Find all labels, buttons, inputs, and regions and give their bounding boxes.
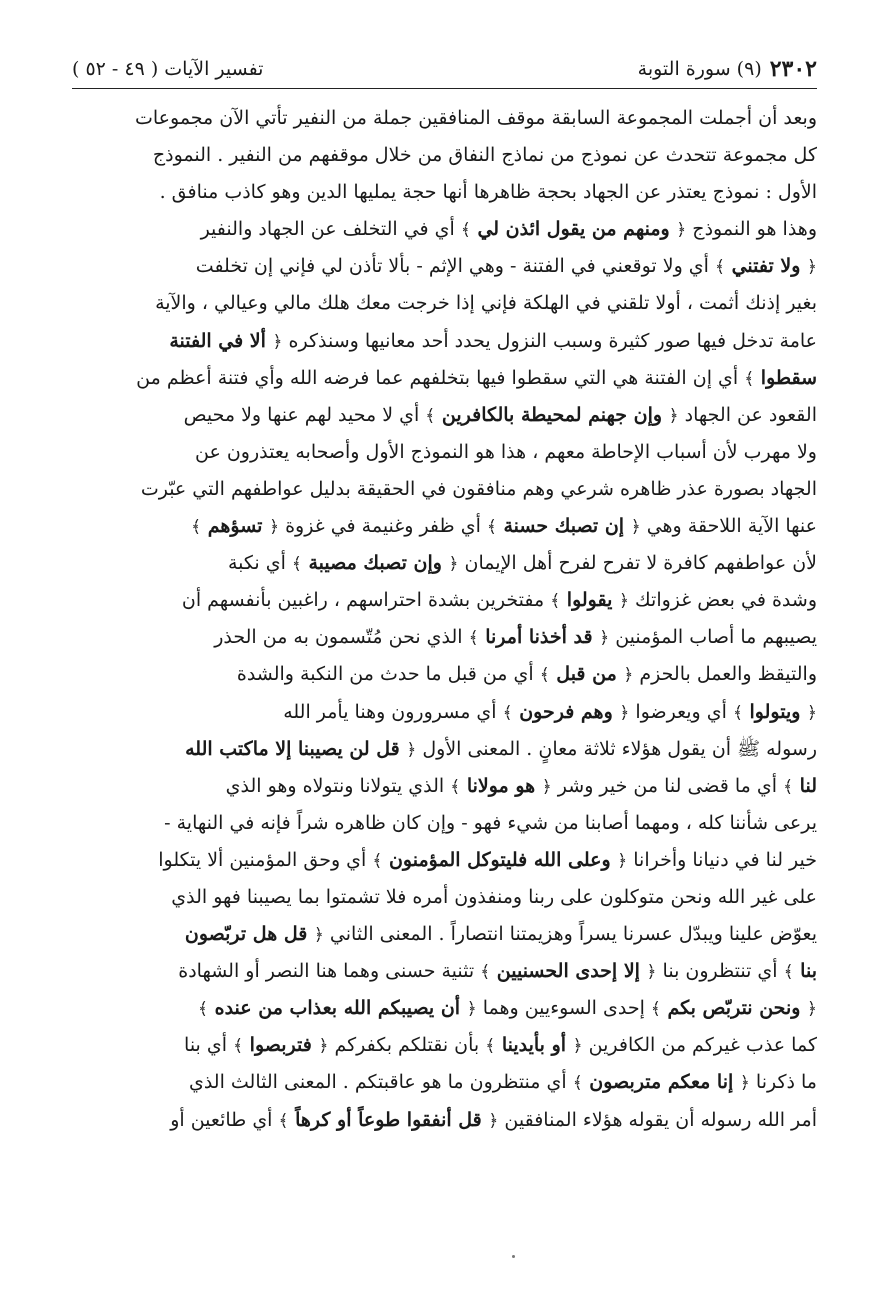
body-text (72, 100, 817, 1260)
commentary-text: مفتخرين بشدة احتراسهم ، راغبين بأنفسهم أن (181, 589, 551, 612)
commentary-text: ولا مهرب لأن أسباب الإحاطة معهم ، هذا هو النموذج الأول وأصحابه يعتذرون عن (195, 440, 817, 463)
ornate-bracket: ﴿ (807, 702, 817, 723)
surah-title: (٩) سورة التوبة (637, 58, 762, 80)
commentary-text: بأن نقتلكم بكفركم (328, 1034, 486, 1057)
ornate-bracket: ﴾ (198, 999, 208, 1020)
commentary-text: القعود عن الجهاد (678, 403, 817, 426)
commentary-text: ما ذكرنا (749, 1071, 817, 1094)
ornate-bracket: ﴿ (541, 776, 552, 797)
quran-quote: تسؤهم (201, 515, 270, 538)
ornate-bracket: ﴾ (486, 517, 497, 538)
text-line (72, 879, 817, 916)
text-line (72, 582, 817, 619)
quran-quote: ومنهم من يقول ائذن لي (470, 218, 677, 241)
header-rule (72, 88, 817, 89)
ornate-bracket: ﴿ (466, 999, 477, 1020)
ornate-bracket: ﴾ (485, 1036, 496, 1057)
quran-quote: وهم فرحون (512, 700, 620, 723)
quran-quote: فتربصوا (243, 1034, 319, 1057)
commentary-text: وهذا هو النموذج (686, 218, 817, 241)
commentary-text: أي نكبة (227, 552, 292, 575)
commentary-text: أي وحق المؤمنين ألا يتكلوا (158, 848, 373, 871)
commentary-text: عنها الآية اللاحقة وهي (640, 515, 817, 538)
quran-quote: يقولوا (560, 589, 620, 612)
ornate-bracket: ﴿ (617, 850, 628, 871)
commentary-text: أمر الله رسوله أن يقوله هؤلاء المنافقين (498, 1108, 817, 1131)
quran-quote: هو مولانا (460, 774, 542, 797)
commentary-text: أي ويعرضوا (629, 700, 733, 723)
text-line (72, 656, 817, 693)
text-line (72, 285, 817, 322)
text-line (72, 1027, 817, 1064)
ornate-bracket: ﴿ (406, 739, 417, 760)
ornate-bracket: ﴿ (807, 999, 817, 1020)
text-line (72, 953, 817, 990)
ornate-bracket: ﴿ (272, 331, 283, 352)
text-line (72, 323, 817, 360)
ornate-bracket: ﴿ (313, 925, 324, 946)
text-line (72, 211, 817, 248)
text-line (72, 805, 817, 842)
commentary-text: والتيقظ والعمل بالحزم (633, 663, 817, 686)
ornate-bracket: ﴾ (732, 702, 743, 723)
commentary-text: أي مسرورون وهنا يأمر الله (283, 700, 503, 723)
commentary-text: أي ما قضى لنا من خير وشر (551, 774, 784, 797)
ornate-bracket: ﴿ (739, 1073, 750, 1094)
ornate-bracket: ﴾ (233, 1036, 244, 1057)
ornate-bracket: ﴿ (619, 591, 629, 612)
commentary-text: كل مجموعة تتحدث عن نموذج من نماذج النفاق من خلال موقفهم من النفير . النموذج (152, 144, 817, 167)
text-line (72, 694, 817, 731)
ornate-bracket: ﴾ (425, 405, 436, 426)
text-line (72, 137, 817, 174)
ornate-bracket: ﴿ (630, 517, 641, 538)
header-right-group (638, 56, 817, 82)
commentary-text: أي تنتظرون بنا (656, 960, 784, 983)
ornate-bracket: ﴾ (468, 628, 479, 649)
quran-quote: أن يصيبكم الله بعذاب من عنده (208, 997, 467, 1020)
commentary-text: كما عذب غيركم من الكافرين (582, 1034, 817, 1057)
quran-quote: ويتولوا (742, 700, 808, 723)
ornate-bracket: ﴿ (668, 405, 679, 426)
quran-quote: وعلى الله فليتوكل المؤمنون (382, 848, 618, 871)
commentary-text: أي بنا (184, 1034, 234, 1057)
commentary-text: الذي نحن مُتّسمون به من الحذر (214, 626, 469, 649)
text-line (72, 174, 817, 211)
commentary-text: يصيبهم ما أصاب المؤمنين (609, 626, 817, 649)
text-line (72, 842, 817, 879)
text-line (72, 397, 817, 434)
quran-quote: وإن تصبك مصيبة (301, 552, 449, 575)
ornate-bracket: ﴾ (744, 368, 755, 389)
commentary-text: الأول : نموذج يعتذر عن الجهاد بحجة ظاهرها أنها حجة يمليها الدين وهو كاذب منافق . (159, 181, 817, 204)
text-line (72, 471, 817, 508)
text-line (72, 768, 817, 805)
commentary-text: يعوّض علينا ويبدّل عسرنا يسراً وهزيمتنا انتصاراً . المعنى الثاني (323, 923, 817, 946)
text-line (72, 916, 817, 953)
commentary-text: تثنية حسنى وهما هنا النصر أو الشهادة (178, 960, 481, 983)
ornate-bracket: ﴾ (539, 665, 550, 686)
quran-quote: قد أخذنا أمرنا (478, 626, 600, 649)
ornate-bracket: ﴾ (783, 962, 794, 983)
quran-quote: إلا إحدى الحسنيين (490, 960, 647, 983)
commentary-text: لأن عواطفهم كافرة لا تفرح لفرح أهل الإيمان (458, 552, 817, 575)
page-number: ٢٣٠٢ (769, 56, 817, 82)
commentary-text: أي ظفر وغنيمة في غزوة (279, 515, 487, 538)
page-speck (512, 1255, 515, 1258)
commentary-text: أي لا محيد لهم عنها ولا محيص (183, 403, 426, 426)
commentary-text: رسوله ﷺ أن يقول هؤلاء ثلاثة معانٍ . المعنى الأول (416, 737, 817, 760)
commentary-text: خير لنا في دنيانا وأخرانا (627, 848, 817, 871)
ornate-bracket: ﴿ (318, 1036, 329, 1057)
quran-quote: سقطوا (754, 366, 817, 389)
text-line (72, 545, 817, 582)
commentary-text: يرعى شأننا كله ، ومهما أصابنا من شيء فهو - وإن كان ظاهره شراً فإنه في النهاية - (164, 811, 817, 834)
quran-quote: ونحن نتربّص بكم (660, 997, 808, 1020)
commentary-text: أي طائعين أو (170, 1108, 279, 1131)
ornate-bracket: ﴾ (291, 554, 302, 575)
ornate-bracket: ﴿ (646, 962, 657, 983)
ornate-bracket: ﴿ (807, 257, 817, 278)
quran-quote: أو بأيدينا (495, 1034, 573, 1057)
text-line (72, 100, 817, 137)
ornate-bracket: ﴿ (623, 665, 634, 686)
ornate-bracket: ﴾ (550, 591, 561, 612)
ornate-bracket: ﴾ (372, 850, 383, 871)
text-line (72, 434, 817, 471)
commentary-text: أي من قبل ما حدث من النكبة والشدة (236, 663, 540, 686)
ornate-bracket: ﴾ (783, 776, 794, 797)
ornate-bracket: ﴾ (572, 1073, 583, 1094)
ornate-bracket: ﴿ (269, 517, 280, 538)
ornate-bracket: ﴾ (715, 257, 725, 278)
text-line (72, 1064, 817, 1101)
quran-quote: إن تصبك حسنة (496, 515, 631, 538)
quran-quote: ولا تفتني (724, 255, 808, 278)
ornate-bracket: ﴿ (619, 702, 630, 723)
text-line (72, 619, 817, 656)
quran-quote: قل أنفقوا طوعاً أو كرهاً (288, 1108, 489, 1131)
quran-quote: قل هل تربّصون (184, 923, 314, 946)
ornate-bracket: ﴿ (448, 554, 459, 575)
commentary-text: بغير إذنك أثمت ، أولا تلقني في الهلكة فإني إذا خرجت معك هلك مالي وعيالي ، والآية (155, 292, 817, 315)
text-line (72, 731, 817, 768)
ornate-bracket: ﴾ (650, 999, 661, 1020)
page-header (72, 52, 817, 86)
ornate-bracket: ﴿ (676, 220, 687, 241)
commentary-text: أي إن الفتنة هي التي سقطوا فيها بتخلفهم عما فرضه الله وأي فتنة أعظم من (136, 366, 745, 389)
commentary-text: أي ولا توقعني في الفتنة - وهي الإثم - بألا تأذن لي فإني إن تخلفت (195, 255, 715, 278)
commentary-text: عامة تدخل فيها صور كثيرة وسبب النزول يحدد أحد معانيها وسنذكره (282, 329, 817, 352)
commentary-text: وشدة في بعض غزواتك (628, 589, 817, 612)
quran-quote: ألا في الفتنة (169, 329, 273, 352)
ornate-bracket: ﴾ (191, 517, 202, 538)
ornate-bracket: ﴾ (450, 776, 461, 797)
quran-quote: إنا معكم متربصون (582, 1071, 740, 1094)
ornate-bracket: ﴿ (488, 1110, 499, 1131)
ornate-bracket: ﴾ (460, 220, 471, 241)
quran-quote: قل لن يصيبنا إلا ماكتب الله (185, 737, 407, 760)
text-line (72, 990, 817, 1027)
text-line (72, 360, 817, 397)
commentary-text: الجهاد بصورة عذر ظاهره شرعي وهم منافقون في الحقيقة بدليل عواطفهم التي عبّرت (140, 477, 817, 500)
text-line (72, 1102, 817, 1139)
text-line (72, 508, 817, 545)
text-line (72, 248, 817, 285)
ornate-bracket: ﴾ (278, 1110, 289, 1131)
quran-quote: لنا (793, 774, 817, 797)
section-title: تفسير الآيات ( ٤٩ - ٥٢ ) (72, 58, 264, 80)
commentary-text: أي في التخلف عن الجهاد والنفير (200, 218, 461, 241)
ornate-bracket: ﴾ (502, 702, 513, 723)
quran-quote: بنا (793, 960, 817, 983)
quran-quote: من قبل (549, 663, 624, 686)
ornate-bracket: ﴿ (599, 628, 610, 649)
commentary-text: على غير الله ونحن متوكلون على ربنا ومنفذون أمره فلا تشمتوا بما يصيبنا فهو الذي (171, 885, 817, 908)
ornate-bracket: ﴿ (572, 1036, 583, 1057)
commentary-text: إحدى السوءيين وهما (476, 997, 651, 1020)
commentary-text: أي منتظرون ما هو عاقبتكم . المعنى الثالث الذي (188, 1071, 573, 1094)
quran-quote: وإن جهنم لمحيطة بالكافرين (435, 403, 669, 426)
commentary-text: وبعد أن أجملت المجموعة السابقة موقف المنافقين جملة من النفير تأتي الآن مجموعات (134, 107, 817, 129)
ornate-bracket: ﴾ (480, 962, 491, 983)
commentary-text: الذي يتولانا ونتولاه وهو الذي (225, 774, 451, 797)
